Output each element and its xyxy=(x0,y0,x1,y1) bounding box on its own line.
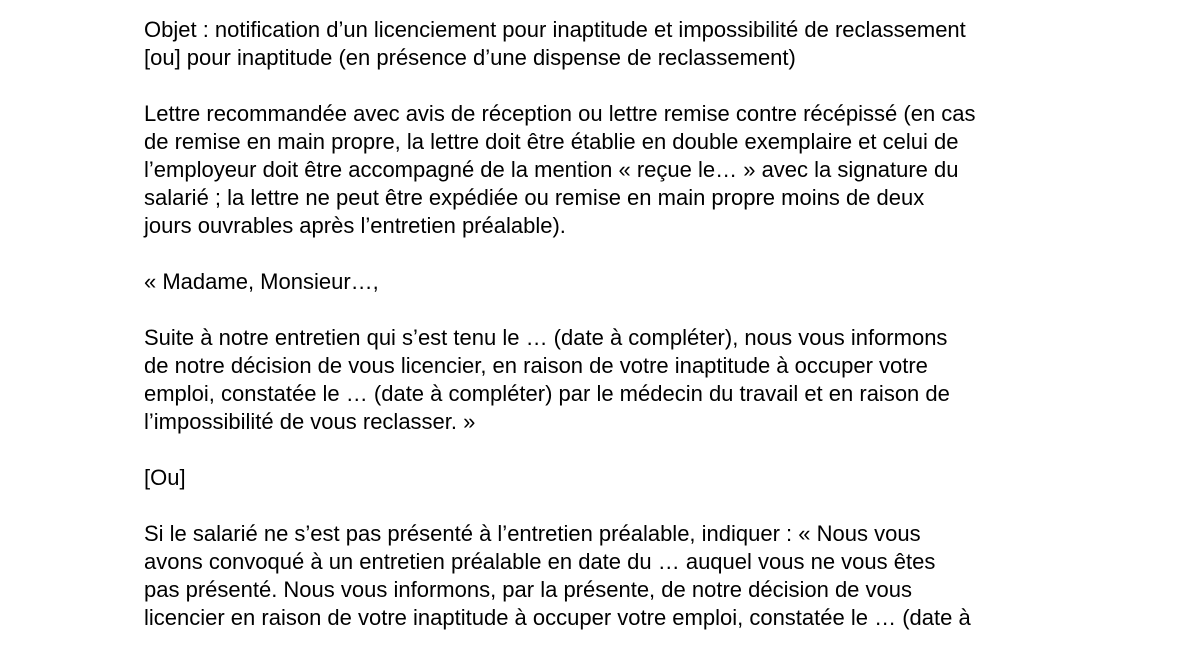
text-line: Objet : notification d’un licenciement pour inaptitude et impossibilité de reclassement xyxy=(144,17,966,42)
body-paragraph xyxy=(144,324,1084,436)
text-line: Suite à notre entretien qui s’est tenu le … (date à compléter), nous vous informons xyxy=(144,325,948,350)
text-line: emploi, constatée le … (date à compléter) par le médecin du travail et en raison de xyxy=(144,381,950,406)
text-line: jours ouvrables après l’entretien préalable). xyxy=(144,213,566,238)
text-line: salarié ; la lettre ne peut être expédiée ou remise en main propre moins de deux xyxy=(144,185,925,210)
delivery-instructions-paragraph xyxy=(144,100,1084,240)
text-line: [ou] pour inaptitude (en présence d’une dispense de reclassement) xyxy=(144,45,796,70)
subject-paragraph xyxy=(144,16,1084,72)
absence-case-paragraph xyxy=(144,520,1084,632)
document-page xyxy=(144,16,1084,660)
alternative-marker-paragraph xyxy=(144,464,1084,492)
salutation-paragraph xyxy=(144,268,1084,296)
text-line: de notre décision de vous licencier, en raison de votre inaptitude à occuper votre xyxy=(144,353,928,378)
text-line: licencier en raison de votre inaptitude à occuper votre emploi, constatée le … (date à xyxy=(144,605,971,630)
text-line: [Ou] xyxy=(144,465,186,490)
text-line: l’impossibilité de vous reclasser. » xyxy=(144,409,476,434)
text-line: Si le salarié ne s’est pas présenté à l’entretien préalable, indiquer : « Nous vous xyxy=(144,521,921,546)
text-line: Lettre recommandée avec avis de réception ou lettre remise contre récépissé (en cas xyxy=(144,101,976,126)
text-line: pas présenté. Nous vous informons, par la présente, de notre décision de vous xyxy=(144,577,913,602)
text-line: l’employeur doit être accompagné de la mention « reçue le… » avec la signature du xyxy=(144,157,959,182)
text-line: avons convoqué à un entretien préalable en date du … auquel vous ne vous êtes xyxy=(144,549,936,574)
text-line: de remise en main propre, la lettre doit être établie en double exemplaire et celui de xyxy=(144,129,959,154)
text-line: « Madame, Monsieur…, xyxy=(144,269,379,294)
